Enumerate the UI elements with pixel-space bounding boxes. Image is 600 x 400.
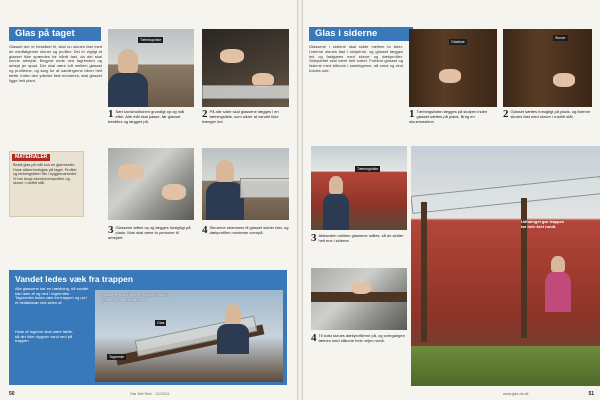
caption-number: 4 xyxy=(202,224,208,236)
caption-text: Til sidst skrues dækprofilerne på, og overgangen tætnes med silikone hele vejen rundt. xyxy=(318,333,405,343)
garden xyxy=(411,346,600,386)
caption-number: 2 xyxy=(202,108,208,120)
hand xyxy=(351,282,371,294)
caption-number: 1 xyxy=(108,108,114,120)
footer-left: Gør Det Selv · 12/2013 xyxy=(130,392,170,396)
caption-left-3 xyxy=(108,226,194,240)
photo-right-step-4 xyxy=(311,268,407,330)
glass-pane xyxy=(240,178,289,198)
hand xyxy=(118,164,144,180)
photo-step-1 xyxy=(108,29,194,107)
right-page xyxy=(303,0,600,400)
worker-head xyxy=(329,176,343,194)
caption-text: Glassene løftes op og lægges forsigtigt på plads. Man skal være to personer til arbejdet. xyxy=(108,225,191,240)
footer-right: www.gds-ds.dk xyxy=(503,392,529,396)
photo-right-step-1 xyxy=(409,29,497,107)
left-heading: Glas på taget xyxy=(9,27,101,41)
label-glass: Glas xyxy=(157,321,165,325)
worker-body xyxy=(108,73,148,107)
glass-roof xyxy=(411,176,600,214)
water-photo xyxy=(95,290,283,382)
materials-heading: MATERIALER xyxy=(12,154,50,161)
caption-right-1 xyxy=(409,110,497,124)
caption-right-3 xyxy=(311,234,407,244)
caption-text: Sæt konstruktionen grundigt op og mål efter. Alle mål skal passe, før glasset bestilles og lægges på. xyxy=(108,109,185,124)
materials-text: Bestil glas på mål hos en glarmester. Husk sikkerhedsglas på taget. Profiler og tætningslister fås i byggemarkedet. Vi har brugt aluminiumsprofiler og skruer i rustfrit stål. xyxy=(13,163,78,185)
hand xyxy=(439,69,461,83)
water-box xyxy=(9,270,287,385)
worker-body xyxy=(323,194,349,230)
materials-box xyxy=(9,151,84,217)
caption-text: Afstanden mellem glassene måles, så de sidder helt ens i siderne. xyxy=(318,233,404,243)
photo-step-2 xyxy=(202,29,289,107)
caption-text: Tætningslisten lægges på stolpen inden glasset sættes på plads. Brug en skruemaskine. xyxy=(409,109,488,124)
hand xyxy=(553,73,575,87)
hand xyxy=(220,49,244,63)
caption-left-1 xyxy=(108,110,194,124)
caption-left-4 xyxy=(202,226,289,236)
left-page xyxy=(0,0,297,400)
water-annotation: Glassene skal have et fald på mindst 2 grader, så vandet løber af. xyxy=(101,292,170,302)
caption-number: 3 xyxy=(108,224,114,236)
page-number-right: 51 xyxy=(588,391,594,397)
caption-number: 3 xyxy=(311,232,317,244)
photo-step-3 xyxy=(108,148,194,220)
water-text: Alle glassene har en hældning, så vandet kan løbe af og ned i tagrenden. Tagrenden ledes væk fra trappen og ud i et nedløbsrør ved siden af. xyxy=(15,286,89,306)
water-heading: Vandet ledes væk fra trappen xyxy=(15,274,134,284)
post xyxy=(421,202,427,342)
worker-head xyxy=(216,160,234,182)
canopy-callout: Udhænget gør trappen tør hele året rundt. xyxy=(521,219,565,229)
photo-step-4 xyxy=(202,148,289,220)
photo-label-right-3: Tætningsliste xyxy=(357,167,379,171)
caption-number: 2 xyxy=(503,108,509,120)
caption-right-4 xyxy=(311,334,407,344)
worker-body xyxy=(206,182,244,220)
finished-canopy-photo xyxy=(411,146,600,386)
hand xyxy=(162,184,186,200)
glass-edge xyxy=(202,85,289,99)
label-gutter: Tagrende xyxy=(109,355,124,359)
caption-left-2 xyxy=(202,110,289,124)
child-body xyxy=(545,272,571,312)
caption-number: 1 xyxy=(409,108,415,120)
caption-text: På alle sider skal glassene lægges i en tætningsliste, som sikrer at vandet ikke trænger ind. xyxy=(202,109,279,124)
photo-right-step-3 xyxy=(311,146,407,230)
caption-text: Skruerne strammes til glasset sidder fast, og dækprofilen monteres ovenpå. xyxy=(209,225,289,235)
worker-head xyxy=(225,304,241,324)
right-intro: Glassene i siderne skal sidde mellem to lister. Listerne skrues fast i stolperne, og glasset lægges ind og fastgøres med skruer og dækprofiler. Sidepartiet skal være helt lodret. Forbind glasset og listerne med silikone i samlingerne, så vand og vind holdes ude. xyxy=(309,44,403,73)
worker-body xyxy=(217,324,249,354)
water-text-2: Husk at fugerne skal være tætte, så der ikke drypper vand ned på trappen. xyxy=(15,329,74,344)
page-number-left: 50 xyxy=(9,391,15,397)
photo-label-1: Tætningsliste xyxy=(140,38,162,42)
left-intro: Glasset der er beskåret til, skal nu skrues fast med de medfølgende skruer og profiler. Det er vigtigt at glasset ikke spændes for hårdt fast, da det skal kunne arbejde. Begynd nede ved tagrenden og arbejd jer opad. Der skal være luft mellem glasset og profilerne, og sørg for at samlingerne bliver helt tætte. Inden den yderste liste monteres, skal glasset ligge helt plant. xyxy=(9,44,102,83)
caption-text: Glasset sættes forsigtigt på plads, og listerne skrues fast med skruer i rustfrit stål. xyxy=(510,109,591,119)
caption-number: 4 xyxy=(311,332,317,344)
child-head xyxy=(551,256,565,272)
photo-label-right-2: Skruer xyxy=(555,36,566,40)
photo-right-step-2 xyxy=(503,29,592,107)
photo-label-right-1: Glasliste xyxy=(451,40,465,44)
right-heading: Glas i siderne xyxy=(309,27,413,41)
worker-head xyxy=(118,49,138,73)
caption-right-2 xyxy=(503,110,592,120)
